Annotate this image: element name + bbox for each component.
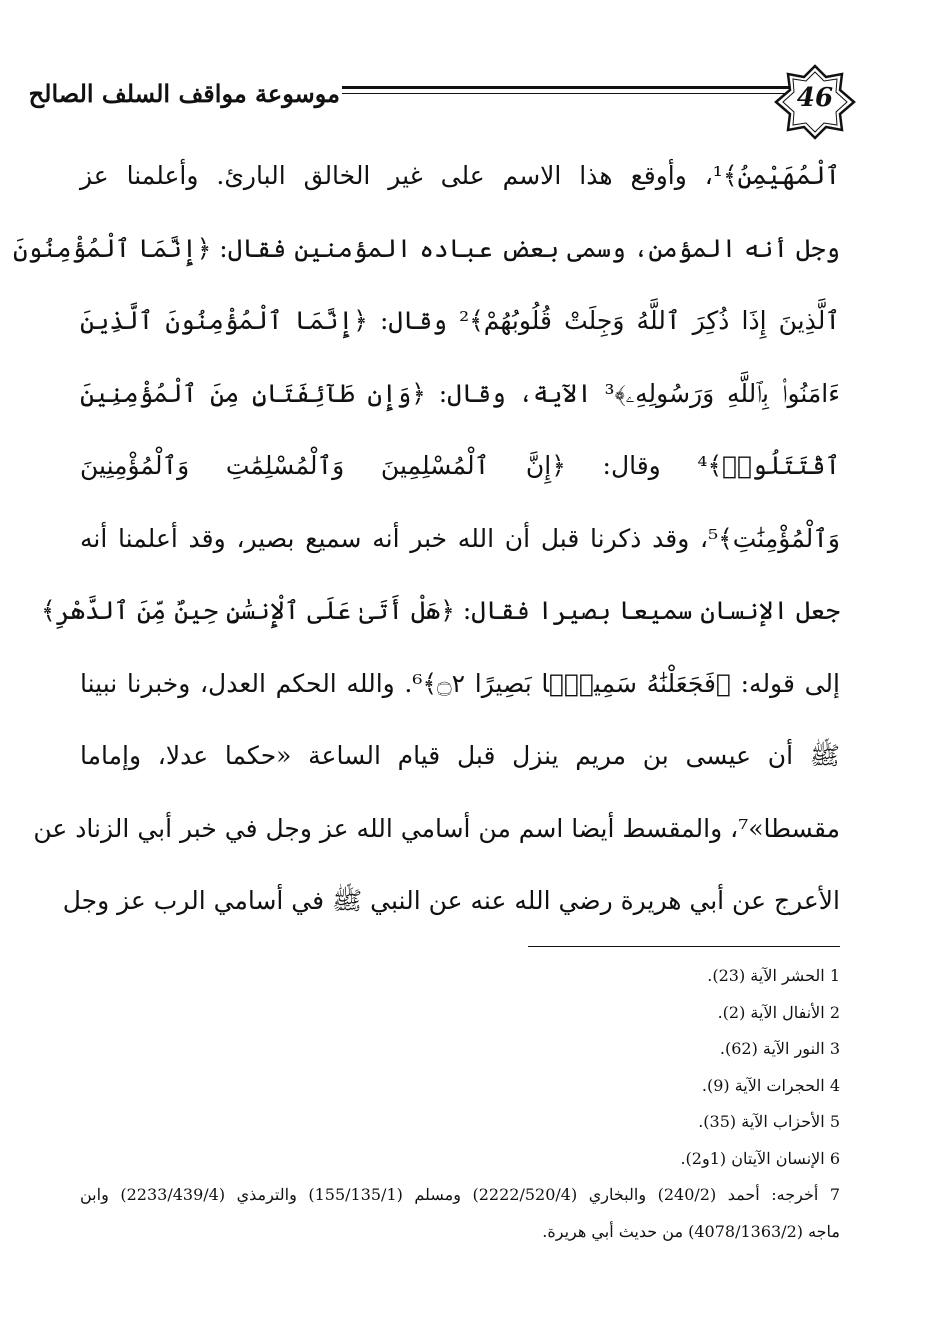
footnote: 3 النور الآية (62).: [719, 1039, 840, 1058]
body-text: [12, 140, 840, 938]
header-rule-thin: [342, 93, 812, 94]
header-rule: [342, 86, 812, 89]
text-line: ءَامَنُوا۟ بِٱللَّهِ وَرَسُولِهِۦ﴾³ الآية، وقال: ﴿وَإِن طَآئِفَتَانِ مِنَ ٱلْمُؤْمِنِينَ: [80, 378, 840, 408]
footnote: 6 الإنسان الآيتان (1و2).: [680, 1148, 840, 1168]
footnote: 1 الحشر الآية (23).: [707, 966, 840, 985]
text-line: جعل الإنسان سميعا بصيرا فقال: ﴿هَلْ أَتَىٰ عَلَى ٱلْإِنسَٰنِ حِينٌ مِّنَ ٱلدَّهْرِ﴾: [41, 596, 840, 625]
text-line: وَٱلْمُؤْمِنَٰتِ﴾⁵، وقد ذكرنا قبل أن الله خبر أنه سميع بصير، وقد أعلمنا أنه: [80, 523, 840, 553]
page-number: 46: [796, 83, 834, 113]
series-title: موسوعة مواقف السلف الصالح: [28, 79, 340, 108]
text-line: ٱلْمُهَيْمِنُ﴾¹، وأوقع هذا الاسم على غير الخالق البارئ. وأعلمنا عز: [80, 161, 840, 190]
footnote: 4 الحجرات الآية (9).: [701, 1075, 840, 1095]
text-line: مقسطا»⁷، والمقسط أيضا اسم من أسامي الله عز وجل في خبر أبي الزناد عن: [33, 813, 840, 843]
footnote-separator: [528, 946, 840, 947]
text-line: الأعرج عن أبي هريرة رضي الله عنه عن النبي ﷺ في أسامي الرب عز وجل: [62, 886, 840, 915]
footnote: 2 الأنفال الآية (2).: [717, 1002, 840, 1022]
footnotes: [80, 958, 840, 1250]
footnote: ماجه (4078/1363/2) من حديث أبي هريرة.: [542, 1221, 840, 1241]
text-line: ٱلَّذِينَ إِذَا ذُكِرَ ٱللَّهُ وَجِلَتْ قُلُوبُهُمْ﴾² وقال: ﴿إِنَّمَا ٱلْمُؤْمِنُونَ ٱلَّذِينَ: [80, 306, 840, 335]
page-header: [28, 62, 860, 142]
footnote: 5 الأحزاب الآية (35).: [698, 1112, 840, 1131]
text-line: وجل أنه المؤمن، وسمى بعض عباده المؤمنين فقال: ﴿إِنَّمَا ٱلْمُؤْمِنُونَ: [12, 233, 840, 263]
page-number-badge: [770, 62, 860, 142]
footnote: 7 أخرجه: أحمد (240/2) والبخاري (2222/520/4) ومسلم (155/135/1) والترمذي (2233/439/4) وابن: [80, 1185, 841, 1204]
text-line: إلى قوله: ﴿فَجَعَلْنَٰهُ سَمِيعًۢا بَصِيرًا ۝٢﴾⁶. والله الحكم العدل، وخبرنا نبينا: [80, 668, 840, 698]
text-line: ﷺ أن عيسى بن مريم ينزل قبل قيام الساعة «حكما عدلا، وإماما: [80, 741, 840, 770]
text-line: ٱقْتَتَلُوا۟﴾⁴ وقال: ﴿إِنَّ ٱلْمُسْلِمِينَ وَٱلْمُسْلِمَٰتِ وَٱلْمُؤْمِنِينَ: [80, 451, 840, 480]
